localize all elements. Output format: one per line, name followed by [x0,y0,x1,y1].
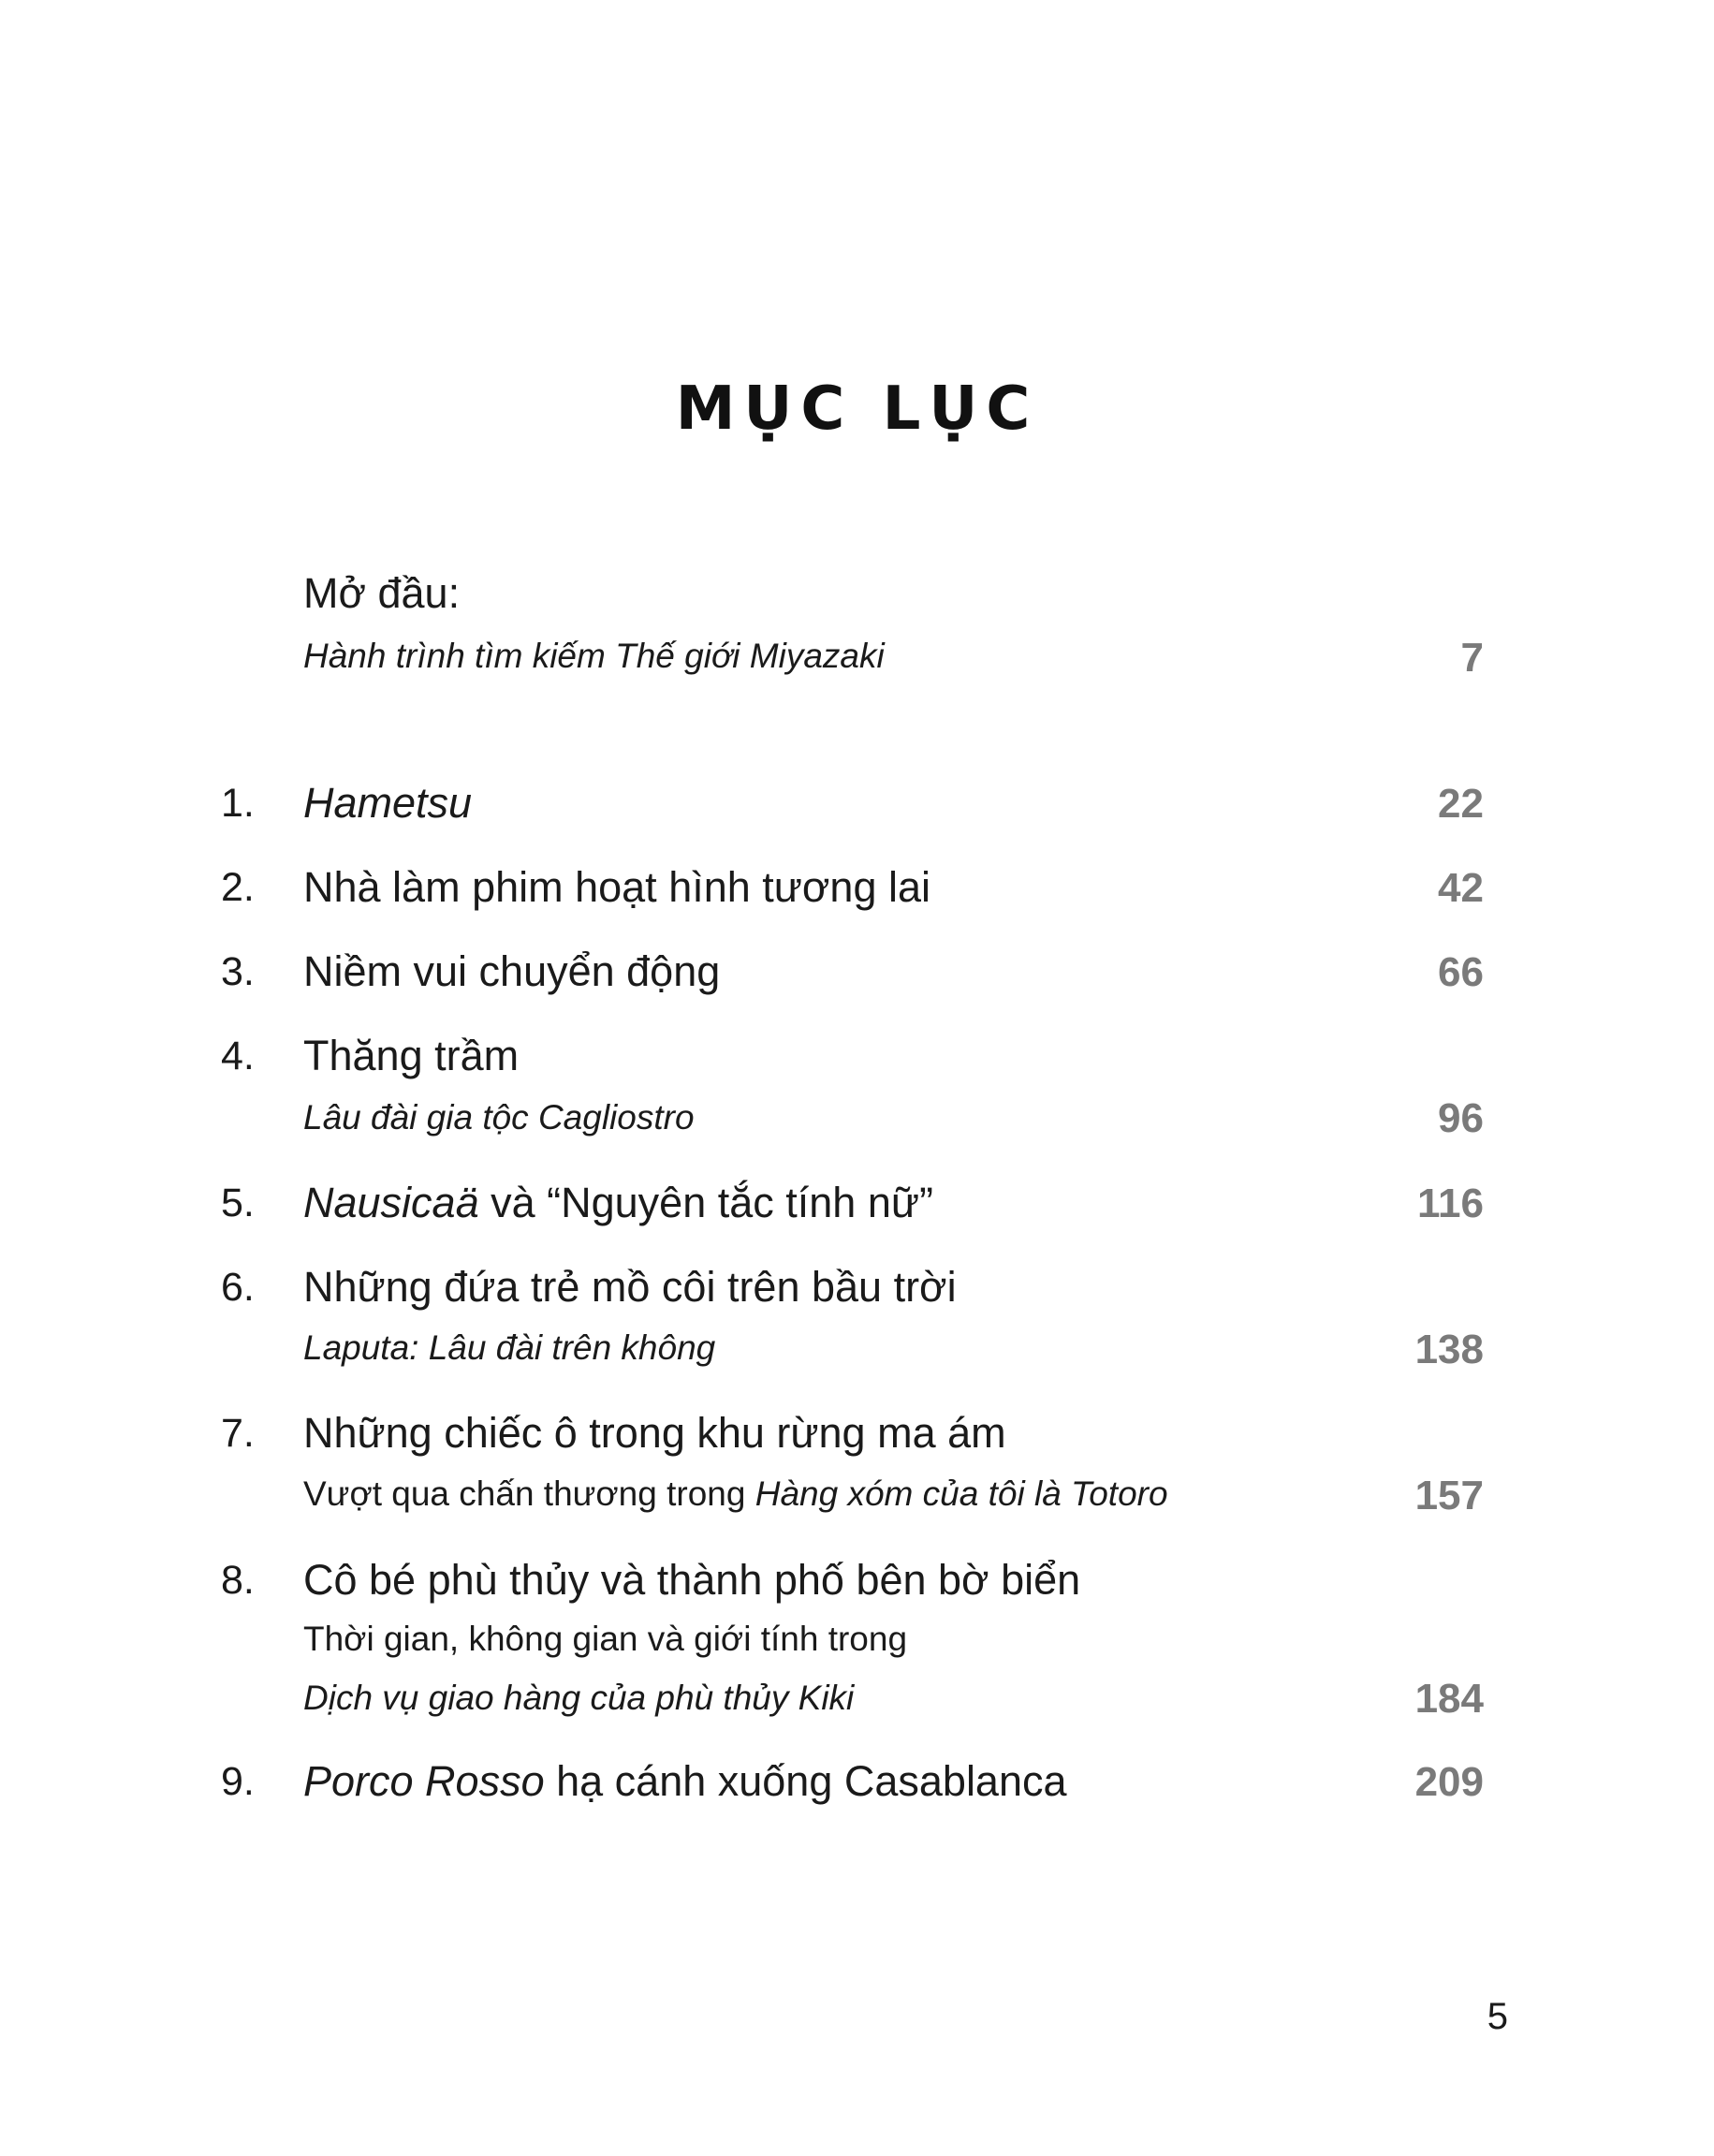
entry-page-number: 22 [1438,781,1484,827]
page-title: MỤC LỤC [675,374,1039,444]
entry-subtitle-italic: Hàng xóm của tôi là Totoro [754,1474,1168,1513]
entry-page-number: 96 [1438,1095,1484,1141]
entry-number: 7. [221,1411,255,1456]
entry-title [303,1757,1067,1806]
entry-number: 1. [221,781,255,826]
entry-subtitle-second-line: Dịch vụ giao hàng của phù thủy Kiki [303,1679,855,1717]
entry-number: 4. [221,1034,255,1078]
entry-page-number: 184 [1414,1676,1484,1722]
entry-title-italic: Nausicaä [303,1179,479,1226]
entry-title: Những đứa trẻ mồ côi trên bầu trời [303,1263,957,1311]
entry-subtitle: Lâu đài gia tộc Cagliostro [303,1098,695,1137]
entry-page-number: 42 [1438,865,1484,911]
entry-title: Mở đầu: [303,569,461,617]
entry-title: Hametsu [303,779,473,827]
entry-page-number: 157 [1414,1473,1484,1518]
entry-number: 8. [221,1558,255,1603]
entry-title-italic: Porco Rosso [303,1757,545,1805]
entry-number: 3. [221,949,255,994]
entry-title-rest: và “Nguyên tắc tính nữ” [478,1179,933,1226]
entry-number: 5. [221,1181,255,1225]
entry-page-number: 138 [1414,1327,1484,1372]
entry-title: Thăng trầm [303,1032,520,1079]
entry-page-number: 66 [1438,949,1484,995]
entry-page-number: 7 [1460,635,1484,681]
entry-subtitle: Laputa: Lâu đài trên không [303,1328,716,1367]
entry-title-rest: hạ cánh xuống Casablanca [544,1757,1067,1805]
page-folio-number: 5 [1487,1996,1508,2037]
entry-page-number: 116 [1417,1181,1484,1226]
entry-title: Nhà làm phim hoạt hình tương lai [303,863,930,911]
entry-subtitle: Hành trình tìm kiếm Thế giới Miyazaki [303,637,885,675]
entry-subtitle: Thời gian, không gian và giới tính trong [303,1620,908,1658]
entry-title: Niềm vui chuyển động [303,947,721,995]
entry-number: 9. [221,1759,255,1804]
entry-title: Cô bé phù thủy và thành phố bên bờ biển [303,1556,1081,1604]
entry-page-number: 209 [1414,1759,1484,1805]
entry-number: 6. [221,1265,255,1310]
entry-title: Những chiếc ô trong khu rừng ma ám [303,1409,1006,1457]
entry-number: 2. [221,865,255,910]
entry-subtitle [303,1474,1168,1514]
entry-subtitle-plain: Vượt qua chấn thương trong [303,1474,755,1513]
entry-title [303,1179,933,1227]
